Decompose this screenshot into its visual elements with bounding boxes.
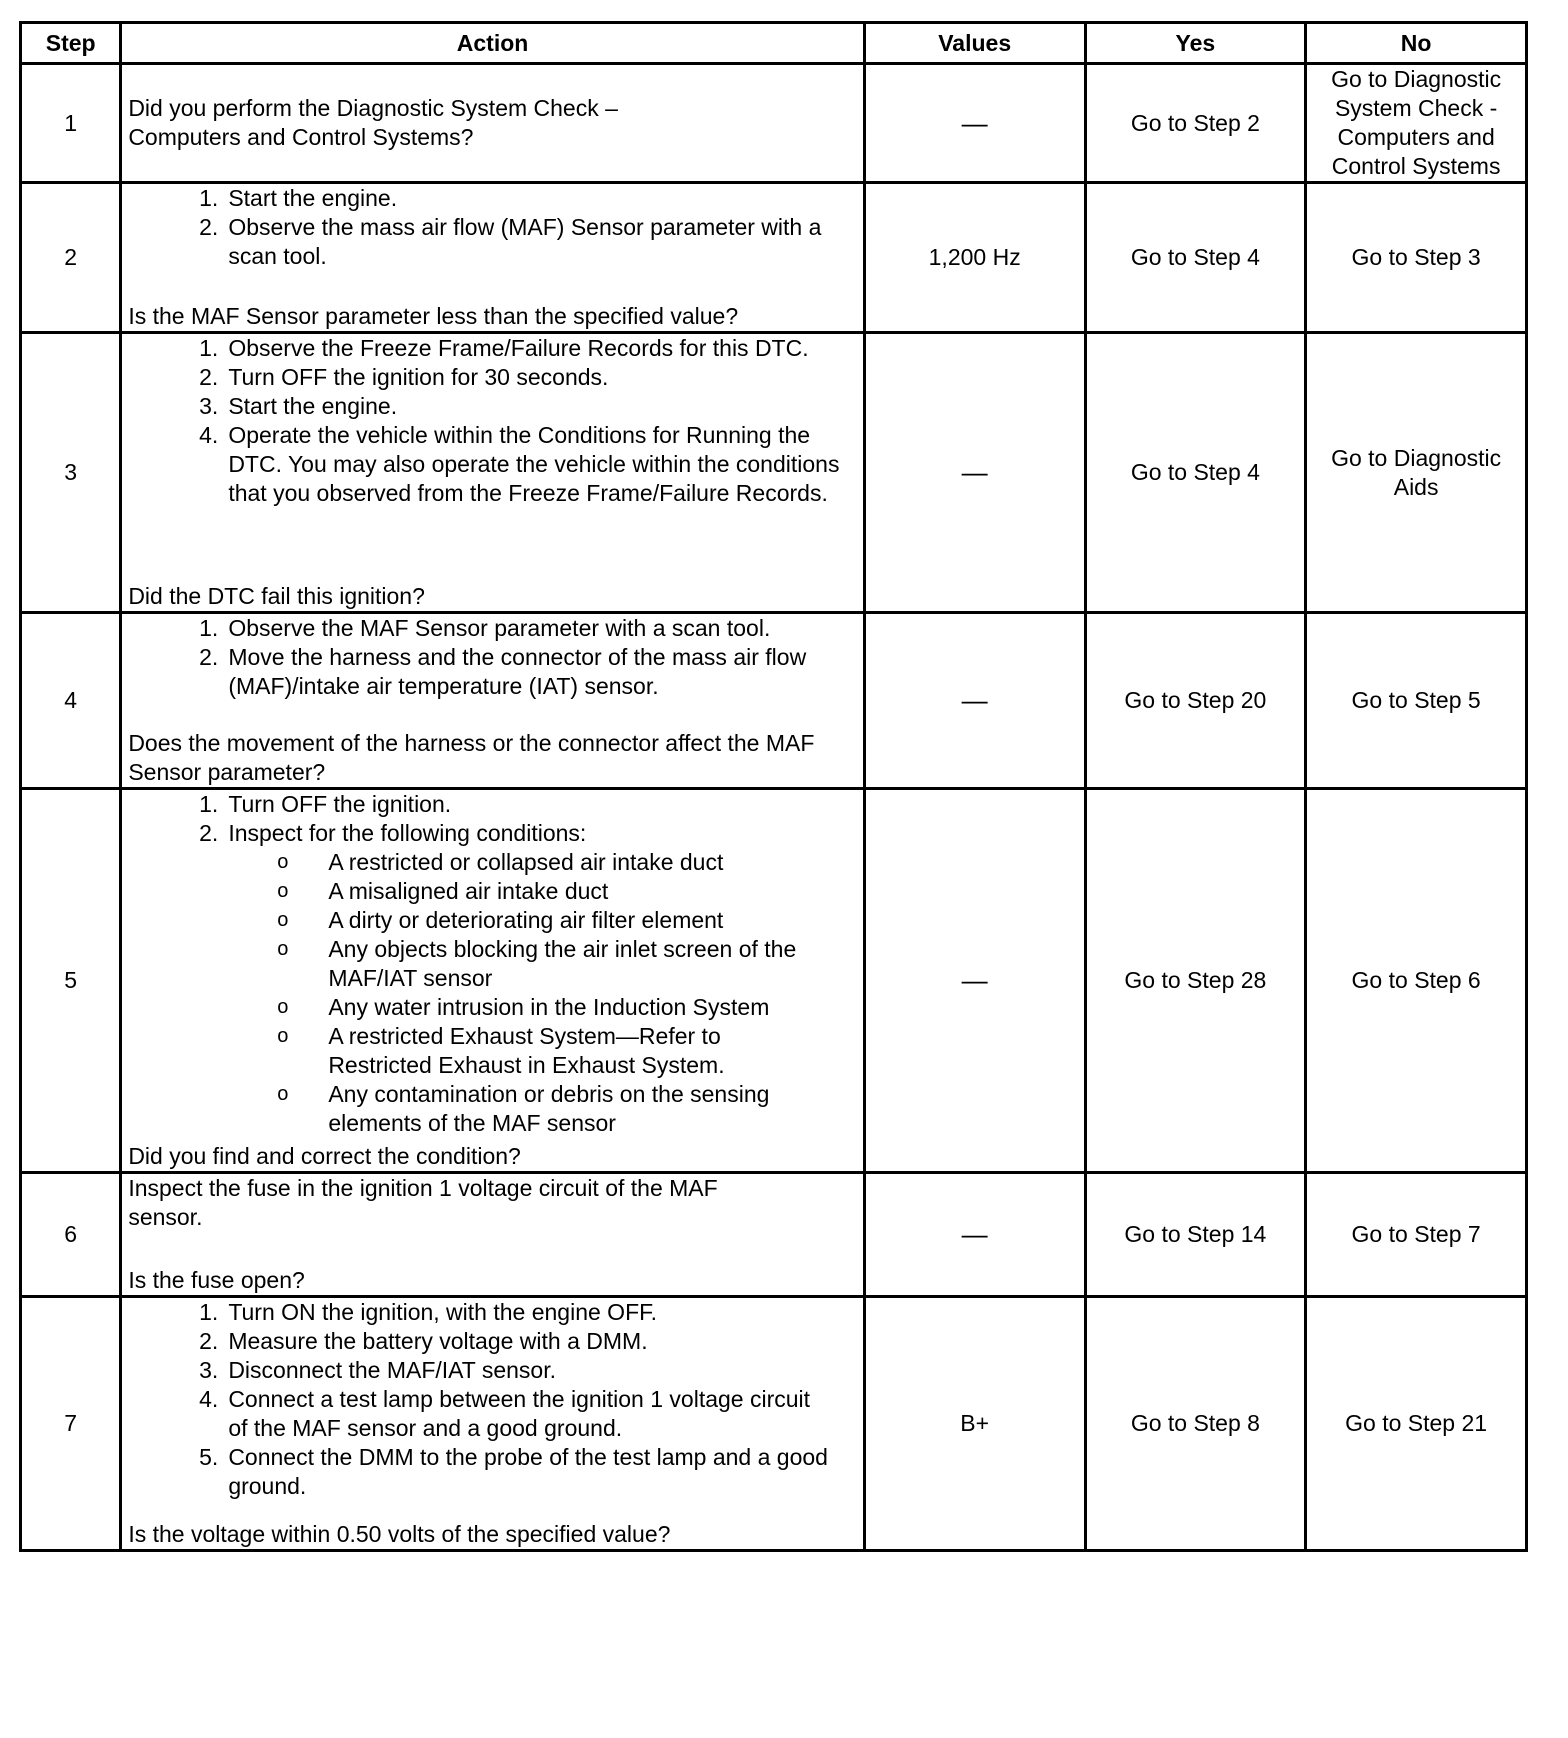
- action-cell: [121, 1297, 865, 1551]
- value-cell: 1,200 Hz: [864, 183, 1085, 333]
- value-cell: —: [864, 333, 1085, 613]
- list-item: o Any contamination or debris on the sensing elements of the MAF sensor: [277, 1081, 770, 1136]
- step-number: 4: [21, 613, 121, 789]
- list-item: 3. Start the engine.: [199, 393, 398, 419]
- list-item: 2. Observe the mass air flow (MAF) Sensor parameter with a scan tool.: [199, 214, 822, 269]
- list-item: 2. Move the harness and the connector of the mass air flow (MAF)/intake air temperature (IAT) sensor.: [199, 644, 807, 699]
- value-cell: B+: [864, 1297, 1085, 1551]
- yes-cell: Go to Step 20: [1085, 613, 1306, 789]
- table-row: [21, 183, 1527, 333]
- action-intro: Did you perform the Diagnostic System Check – Computers and Control Systems?: [128, 95, 618, 150]
- no-cell: Go to Step 6: [1306, 789, 1527, 1173]
- action-cell: [121, 1173, 865, 1297]
- no-cell: Go to Step 3: [1306, 183, 1527, 333]
- value-cell: —: [864, 1173, 1085, 1297]
- no-cell: Go to Diagnostic Aids: [1306, 333, 1527, 613]
- yes-cell: Go to Step 14: [1085, 1173, 1306, 1297]
- list-item: 1. Observe the MAF Sensor parameter with a scan tool.: [199, 615, 771, 641]
- table-row: [21, 1173, 1527, 1297]
- list-item: o A misaligned air intake duct: [277, 878, 609, 904]
- yes-cell: Go to Step 2: [1085, 64, 1306, 183]
- action-question: Is the MAF Sensor parameter less than the specified value?: [128, 303, 739, 329]
- condition-list: [128, 848, 857, 1138]
- diagnostic-table: [19, 21, 1528, 1552]
- header-values: Values: [864, 23, 1085, 64]
- header-no: No: [1306, 23, 1527, 64]
- list-item: 5. Connect the DMM to the probe of the test lamp and a good ground.: [199, 1444, 828, 1499]
- step-number: 2: [21, 183, 121, 333]
- yes-cell: Go to Step 28: [1085, 789, 1306, 1173]
- action-steps: [128, 334, 857, 508]
- action-cell: [121, 333, 865, 613]
- action-steps: [128, 614, 857, 701]
- list-item: 1. Turn ON the ignition, with the engine OFF.: [199, 1299, 658, 1325]
- action-question: Does the movement of the harness or the connector affect the MAF Sensor parameter?: [128, 730, 815, 785]
- action-steps: [128, 184, 857, 271]
- yes-cell: Go to Step 4: [1085, 333, 1306, 613]
- action-question: Did you find and correct the condition?: [128, 1143, 521, 1169]
- step-number: 7: [21, 1297, 121, 1551]
- header-row: [21, 23, 1527, 64]
- no-cell: Go to Diagnostic System Check - Computers and Control Systems: [1306, 64, 1527, 183]
- list-item: o Any objects blocking the air inlet screen of the MAF/IAT sensor: [277, 936, 797, 991]
- list-item: 4. Operate the vehicle within the Conditions for Running the DTC. You may also operate the vehicle within the conditions that you observed from the Freeze Frame/Failure Records.: [199, 422, 840, 506]
- action-cell: [121, 613, 865, 789]
- value-cell: —: [864, 64, 1085, 183]
- action-cell: [121, 789, 865, 1173]
- list-item: 1. Observe the Freeze Frame/Failure Records for this DTC.: [199, 335, 809, 361]
- step-number: 3: [21, 333, 121, 613]
- list-item: 1. Start the engine.: [199, 185, 398, 211]
- list-item: 4. Connect a test lamp between the ignition 1 voltage circuit of the MAF sensor and a good ground.: [199, 1386, 811, 1441]
- table-row: [21, 789, 1527, 1173]
- action-question: Is the fuse open?: [128, 1267, 305, 1293]
- list-item: 2. Measure the battery voltage with a DMM.: [199, 1328, 648, 1354]
- step-number: 1: [21, 64, 121, 183]
- list-item: 3. Disconnect the MAF/IAT sensor.: [199, 1357, 556, 1383]
- table-row: [21, 1297, 1527, 1551]
- action-cell: [121, 183, 865, 333]
- table-row: [21, 64, 1527, 183]
- list-item: 2. Inspect for the following conditions:: [199, 820, 587, 846]
- list-item: o Any water intrusion in the Induction System: [277, 994, 770, 1020]
- list-item: 1. Turn OFF the ignition.: [199, 791, 452, 817]
- step-number: 6: [21, 1173, 121, 1297]
- action-question: Did the DTC fail this ignition?: [128, 583, 425, 609]
- step-number: 5: [21, 789, 121, 1173]
- value-cell: —: [864, 613, 1085, 789]
- table-row: [21, 613, 1527, 789]
- action-question: Is the voltage within 0.50 volts of the specified value?: [128, 1521, 671, 1547]
- header-step: Step: [21, 23, 121, 64]
- list-item: o A dirty or deteriorating air filter element: [277, 907, 724, 933]
- list-item: 2. Turn OFF the ignition for 30 seconds.: [199, 364, 609, 390]
- action-cell: [121, 64, 865, 183]
- yes-cell: Go to Step 4: [1085, 183, 1306, 333]
- no-cell: Go to Step 21: [1306, 1297, 1527, 1551]
- value-cell: —: [864, 789, 1085, 1173]
- no-cell: Go to Step 5: [1306, 613, 1527, 789]
- table-row: [21, 333, 1527, 613]
- list-item: o A restricted or collapsed air intake duct: [277, 849, 724, 875]
- action-steps: [128, 1298, 857, 1501]
- yes-cell: Go to Step 8: [1085, 1297, 1306, 1551]
- header-yes: Yes: [1085, 23, 1306, 64]
- header-action: Action: [121, 23, 865, 64]
- no-cell: Go to Step 7: [1306, 1173, 1527, 1297]
- action-steps: [128, 790, 857, 848]
- list-item: o A restricted Exhaust System—Refer to Restricted Exhaust in Exhaust System.: [277, 1023, 725, 1078]
- action-intro: Inspect the fuse in the ignition 1 voltage circuit of the MAF sensor.: [128, 1175, 718, 1230]
